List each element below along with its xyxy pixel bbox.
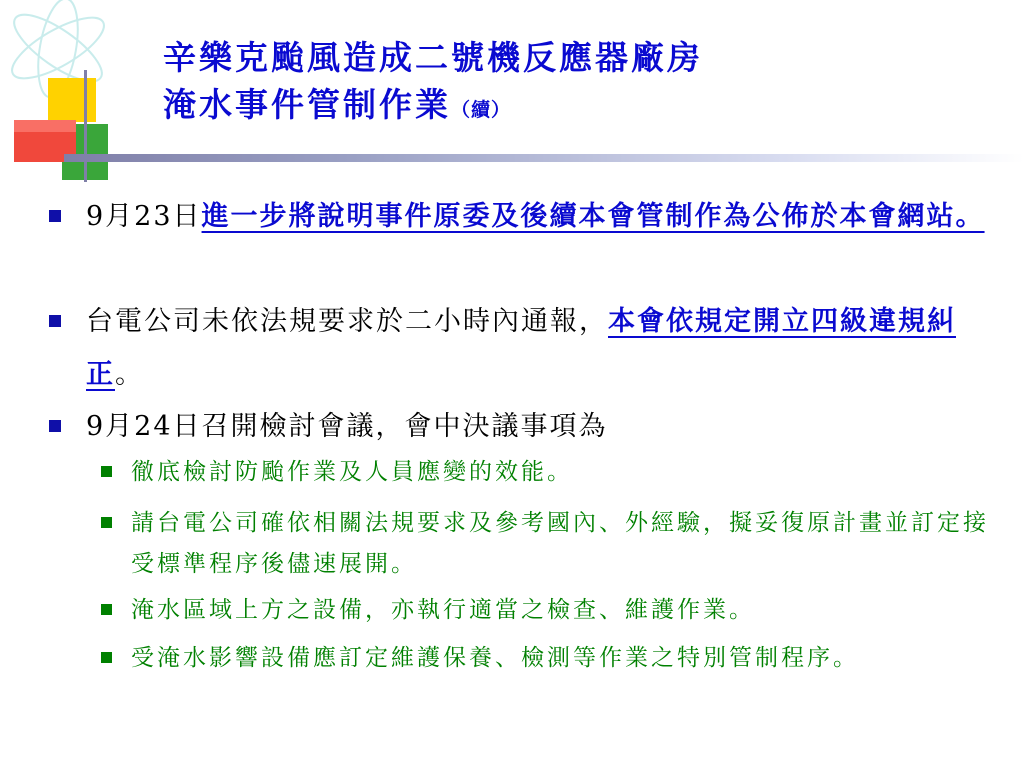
bullet-lead-text: 台電公司未依法規要求於二小時內通報， bbox=[86, 306, 608, 337]
sub-bullet-item bbox=[131, 503, 991, 585]
square-bullet-icon bbox=[49, 420, 61, 432]
bullet-emphasis-text: 進一步將說明事件原委及後續本會管制作為公佈於本會網站。 bbox=[201, 201, 985, 232]
sub-bullet-text: 請台電公司確依相關法規要求及參考國內、外經驗，擬妥復原計畫並訂定接受標準程序後儘速展開。 bbox=[131, 510, 989, 577]
square-bullet-icon bbox=[101, 517, 112, 528]
bullet-lead-text: 9月24日召開檢討會議，會中決議事項為 bbox=[86, 411, 608, 442]
sub-bullet-item bbox=[131, 638, 991, 679]
square-bullet-icon bbox=[49, 315, 61, 327]
bullet-tail-text: 。 bbox=[115, 359, 144, 390]
bullet-item bbox=[86, 190, 1006, 243]
square-bullet-icon bbox=[101, 466, 112, 477]
sub-bullet-item bbox=[131, 590, 991, 631]
sub-bullet-text: 受淹水影響設備應訂定維護保養、檢測等作業之特別管制程序。 bbox=[131, 645, 859, 671]
square-bullet-icon bbox=[101, 652, 112, 663]
square-bullet-icon bbox=[101, 604, 112, 615]
title-line-2: 淹水事件管制作業 bbox=[163, 85, 451, 124]
sub-bullet-text: 淹水區域上方之設備，亦執行適當之檢查、維護作業。 bbox=[131, 597, 755, 623]
title-line-1: 辛樂克颱風造成二號機反應器廠房 bbox=[163, 38, 703, 77]
title-suffix: （續） bbox=[451, 99, 512, 121]
sub-bullet-item bbox=[131, 452, 991, 493]
bullet-item bbox=[86, 400, 1006, 453]
bullet-emphasis-text: 本會依規定開立四級違規糾正 bbox=[86, 306, 956, 390]
square-bullet-icon bbox=[49, 210, 61, 222]
sub-bullet-text: 徹底檢討防颱作業及人員應變的效能。 bbox=[131, 459, 573, 485]
bullet-lead-text: 9月23日 bbox=[86, 201, 202, 232]
bullet-item bbox=[86, 295, 1006, 401]
